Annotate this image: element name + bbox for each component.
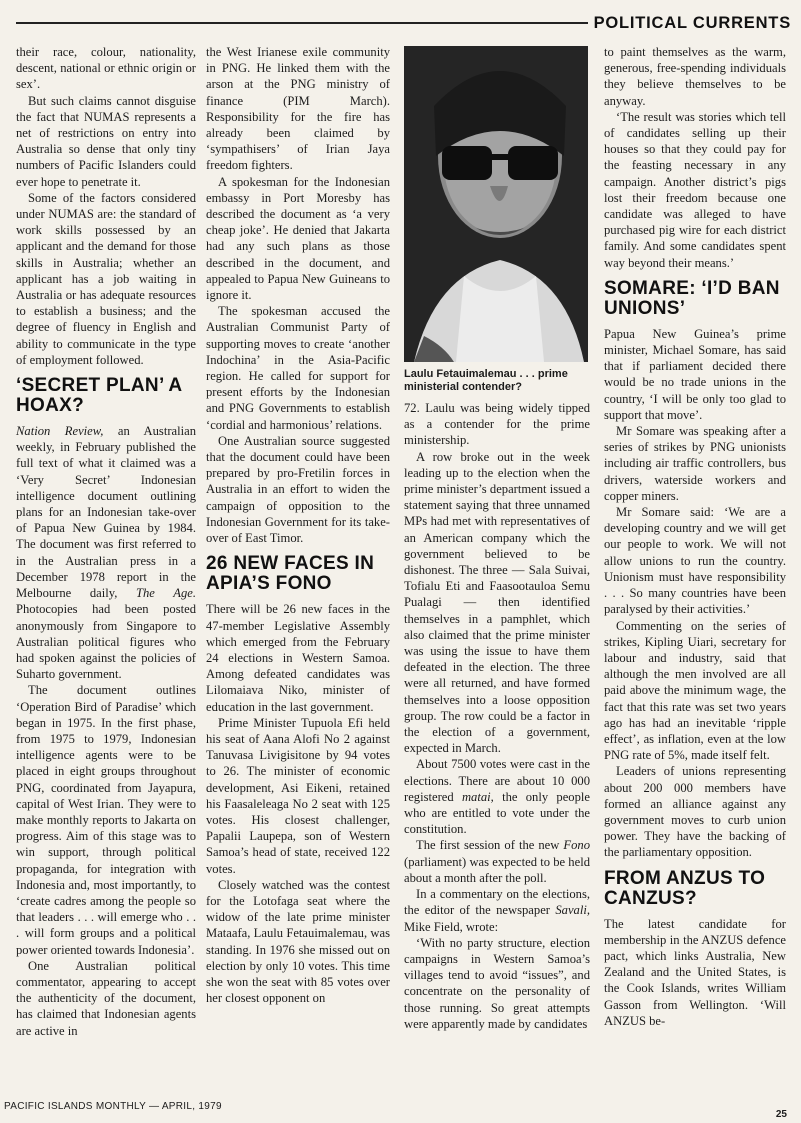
- paragraph: There will be 26 new faces in the 47-member Legislative Assembly which emerged from the February 24 elections in Western Samoa. Among defeated candidates was Lilomaiava Niko, minister of education in the last government.: [206, 602, 390, 714]
- column-2: [206, 44, 390, 1006]
- text-run: Mike Field, wrote:: [404, 919, 499, 934]
- column-4: [604, 44, 786, 1029]
- paragraph: Leaders of unions representing about 200 000 members have formed an alliance against any government moves to curb union power. They have the backing of the parliamentary opposition.: [604, 764, 786, 860]
- headline-new-faces: 26 NEW FACES IN APIA’S FONO: [206, 553, 375, 595]
- text-run: About 7500 votes were cast in the elections. There are about 10 000 registered: [404, 757, 590, 804]
- headline-anzus: FROM ANZUS TO CANZUS?: [604, 867, 766, 909]
- paragraph: ‘The result was stories which tell of candidates selling up their houses so that they could pay for the feasting necessary in any campaign. Another district’s pigs lost their freedom because one candidate was alleged to have purchased pig wire for each district family. And some candidates spent way beyond their means.’: [604, 109, 786, 270]
- paragraph: The document outlines ‘Operation Bird of Paradise’ which began in 1975. In the first phase, from 1975 to 1979, Indonesian intelligence agents were to be placed in eight groups throughout PNG, coordinated from Jayapura, capital of West Irian. They were to make monthly reports to Jakarta on progress. Aim of this stage was to win support, through political propaganda, for integration with Indonesia and, most importantly, to ‘create cadres among the people so that leaders . . . will emerge who . . . will form groups and a political power oriented towards Indonesia’.: [16, 683, 196, 957]
- header-rule: [16, 22, 588, 24]
- paragraph: 72. Laulu was being widely tipped as a contender for the prime ministership.: [404, 401, 590, 448]
- paragraph: One Australian source suggested that the document could have been prepared by pro-Fretilin forces in Australia in an effort to widen the campaign of opposition to the Indonesian Government for its take-over of East Timor.: [206, 433, 390, 546]
- paragraph: Commenting on the series of strikes, Kipling Uiari, secretary for labour and industry, said that although the men involved are all paid above the minimum wage, the fact that this rate was set two years ago has had an inevitable ‘ripple effect’, as inflation, even at the low PNG rate of 5%, made itself felt.: [604, 618, 786, 763]
- text-run: Photocopies had been posted anonymously from Singapore to Australian political figures who had spoken against the policies of Suharto government.: [16, 602, 196, 682]
- italic-word: Savali,: [555, 903, 590, 918]
- text-run: (parliament) was expected to be held about a month after the poll.: [404, 854, 590, 885]
- paragraph: The latest candidate for membership in the ANZUS defence pact, which links Australia, New Zealand and the United States, is the Cook Islands, writes William Gasson from Wellington. ‘Will ANZUS be-: [604, 916, 786, 1028]
- italic-title: Nation Review,: [16, 424, 104, 439]
- publication-footer: PACIFIC ISLANDS MONTHLY — APRIL, 1979: [4, 1101, 222, 1112]
- paragraph: Mr Somare was speaking after a series of strikes by PNG unionists including air traffic controllers, bus drivers, waterside workers and copper miners.: [604, 424, 786, 503]
- paragraph: But such claims cannot disguise the fact that NUMAS represents a net of restrictions on entry into Australia so dense that only tiny numbers of Pacific Islanders could ever hope to penetrate it.: [16, 93, 196, 189]
- paragraph: Mr Somare said: ‘We are a developing country and we will get our people to work. We will not allow unions to run the country. Unionism must have responsibility . . . So many countries have been paralysed by their activities.’: [604, 505, 786, 617]
- headline-secret-plan: ‘SECRET PLAN’ A HOAX?: [16, 375, 182, 417]
- text-run: an Australian weekly, in February published the full text of what it claimed was a ‘Very Secret’ Indonesian intelligence document outlining plans for an Indonesian take-over of Papua New Guinea by 1984. The document was first referred to in the Australian press in a December 1978 report in the Melbourne daily,: [16, 424, 196, 601]
- italic-word: Fono: [563, 838, 590, 853]
- paragraph: the West Irianese exile community in PNG. He linked them with the arson at the PNG ministry of finance (PIM March). Responsibility for the fire has already been claimed by ‘sympathisers’ of Irian Jaya freedom fighters.: [206, 45, 390, 173]
- portrait-image: [404, 46, 588, 362]
- headline-somare: SOMARE: ‘I’D BAN UNIONS’: [604, 277, 780, 319]
- text-run: the only people who are entitled to vote under the constitution.: [404, 789, 590, 837]
- paragraph: their race, colour, nationality, descent, national or ethnic origin or sex’.: [16, 45, 196, 92]
- paragraph: [404, 756, 590, 837]
- portrait-photo: [404, 46, 588, 362]
- paragraph: Closely watched was the contest for the Lotofaga seat where the widow of the late prime minister Mataafa, Laulu Fetauimalemau, was standing. In 1976 she missed out on election by only 10 votes. This time she won the seat with 85 votes over her closest opponent on: [206, 877, 390, 1006]
- italic-word: matai,: [461, 789, 494, 804]
- italic-title: The Age.: [135, 586, 196, 601]
- column-3: [404, 44, 590, 1032]
- paragraph: Prime Minister Tupuola Efi held his seat of Aana Alofi No 2 against Tanuvasa Livigisitone by 94 votes to 26. The minister of economic development, Asi Eikeni, retained his Faasaleleaga No 2 seat with 125 votes. His closest challenger, Papalii Laupepa, son of Western Samoa’s head of state, received 122 votes.: [206, 715, 390, 876]
- photo-caption: Laulu Fetauimalemau . . . prime ministerial contender?: [404, 368, 568, 393]
- paragraph: Papua New Guinea’s prime minister, Michael Somare, has said that if parliament decided there would be no trade unions in the country, ‘I will be only too glad to support that move’.: [604, 326, 786, 422]
- paragraph: The spokesman accused the Australian Communist Party of supporting moves to create ‘another Indochina’ in the Asia-Pacific region. He called for support for present efforts by the Indonesian and PNG Governments to establish ‘cordial and harmonious’ relations.: [206, 304, 390, 432]
- paragraph: to paint themselves as the warm, generous, free-spending individuals they believe themselves to be anyway.: [604, 45, 786, 108]
- text-run: In a commentary on the elections, the editor of the newspaper: [404, 887, 590, 918]
- paragraph: ‘With no party structure, election campaigns in Western Samoa’s villages tend to avoid “issues”, and concentrate on the personality of those running. So great attempts were apparently made by candidates: [404, 935, 590, 1031]
- paragraph: [404, 837, 590, 886]
- paragraph: [404, 886, 590, 935]
- text-run: The first session of the new: [416, 838, 564, 853]
- column-1: [16, 44, 196, 1039]
- paragraph: A spokesman for the Indonesian embassy in Port Moresby has described the document as ‘a very cheap joke’. He denied that Jakarta had any such plans as those described in the document, and appealed to Papua New Guineans to ignore it.: [206, 174, 390, 303]
- paragraph: One Australian political commentator, appearing to accept the authenticity of the document, has claimed that Indonesian agents are active in: [16, 958, 196, 1038]
- paragraph: A row broke out in the week leading up to the election when the prime minister’s department issued a statement saying that three unnamed MPs had met with representatives of an American company which the government believed to be dishonest. The three — Sala Suivai, Tofialu Eti and Faasootauloa Semu Pualagi — then identified themselves in a pamphlet, which also claimed that the prime minister was using the issue to have them defeated in the election. The three were all returned, and have formed themselves into a loose opposition group. The row could be a factor in the election of a government, expected in March.: [404, 449, 590, 756]
- paragraph: [16, 423, 196, 682]
- page-number: 25: [775, 1109, 787, 1120]
- section-title: POLITICAL CURRENTS: [593, 14, 791, 32]
- paragraph: Some of the factors considered under NUMAS are: the standard of work skills possessed by an applicant and the demand for those skills in Australia; whether an applicant has a job waiting in Australia or has adequate resources to establish a business; and the degree of fluency in English and ability to communicate in the type of employment followed.: [16, 190, 196, 367]
